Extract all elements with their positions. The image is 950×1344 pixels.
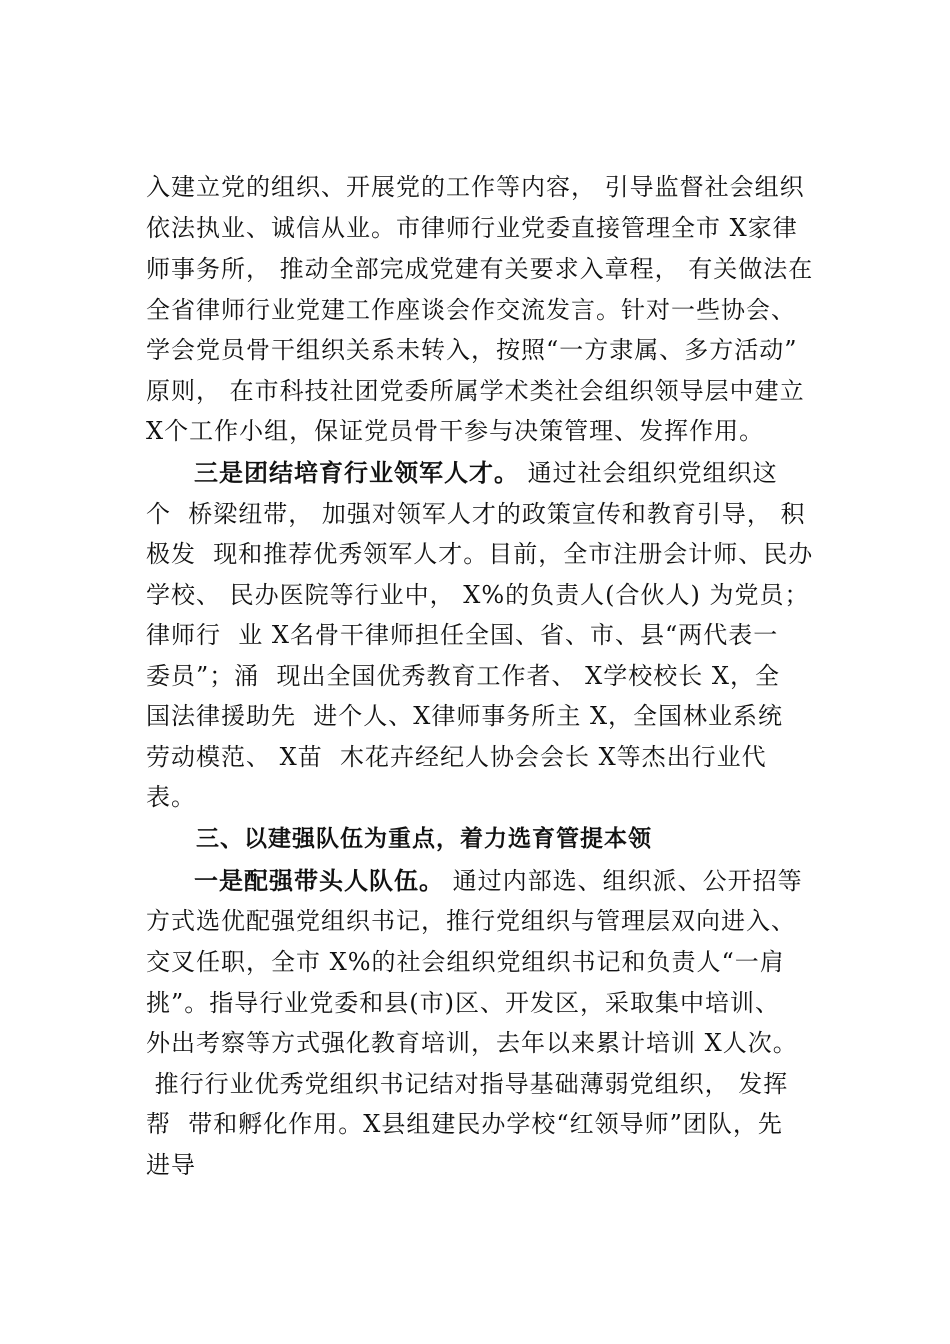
paragraph-line: X个工作小组，保证党员骨干参与决策管理、发挥作用。 (146, 417, 765, 445)
paragraph-first-line (194, 458, 778, 488)
paragraph-line: 学校、 民办医院等行业中， X%的负责人(合伙人) 为党员； (146, 581, 810, 609)
paragraph-line: 原则， 在市科技社团党委所属学术类社会组织领导层中建立 (146, 377, 805, 405)
paragraph-first-line (194, 866, 803, 896)
paragraph-line: 入建立党的组织、开展党的工作等内容， 引导监督社会组织 (146, 173, 805, 201)
paragraph-line: 学会党员骨干组织关系未转入，按照“一方隶属、多方活动” (146, 336, 798, 364)
paragraph-line: 极发 现和推荐优秀领军人才。目前，全市注册会计师、民办 (146, 540, 814, 568)
paragraph-line: 帮 带和孵化作用。X县组建民办学校“红领导师”团队，先 (146, 1110, 783, 1138)
paragraph-lead: 三是团结培育行业领军人才。 (194, 458, 519, 487)
paragraph-line: 个 桥梁纽带， 加强对领军人才的政策宣传和教育引导， 积 (146, 500, 806, 528)
paragraph-line: 委员”；涌 现出全国优秀教育工作者、 X学校校长 X，全 (146, 662, 780, 690)
paragraph-line: 律师行 业 X名骨干律师担任全国、省、市、县“两代表一 (146, 621, 779, 649)
paragraph-line: 推行行业优秀党组织书记结对指导基础薄弱党组织， 发挥 (146, 1070, 789, 1098)
paragraph-line: 师事务所， 推动全部完成党建有关要求入章程， 有关做法在 (146, 255, 814, 283)
paragraph-line: 外出考察等方式强化教育培训，去年以来累计培训 X人次。 (146, 1029, 798, 1057)
paragraph-line: 劳动模范、 X苗 木花卉经纪人协会会长 X等杰出行业代 (146, 743, 767, 771)
paragraph-line: 国法律援助先 进个人、X律师事务所主 X，全国林业系统 (146, 702, 784, 730)
section-heading: 三、以建强队伍为重点，着力选育管提本领 (196, 826, 652, 852)
paragraph-text: 通过内部选、组织派、公开招等 (444, 867, 803, 895)
paragraph-line: 交叉任职，全市 X%的社会组织党组织书记和负责人“一肩 (146, 948, 785, 976)
paragraph-line: 方式选优配强党组织书记，推行党组织与管理层双向进入、 (146, 907, 796, 935)
paragraph-lead: 一是配强带头人队伍。 (194, 866, 444, 895)
paragraph-line: 全省律师行业党建工作座谈会作交流发言。针对一些协会、 (146, 296, 796, 324)
paragraph-line: 依法执业、诚信从业。市律师行业党委直接管理全市 X家律 (146, 214, 798, 242)
paragraph-line: 表。 (146, 783, 196, 811)
paragraph-line: 挑”。指导行业党委和县(市)区、开发区，采取集中培训、 (146, 989, 780, 1017)
paragraph-line: 进导 (146, 1151, 196, 1179)
paragraph-text: 通过社会组织党组织这 (519, 459, 778, 487)
